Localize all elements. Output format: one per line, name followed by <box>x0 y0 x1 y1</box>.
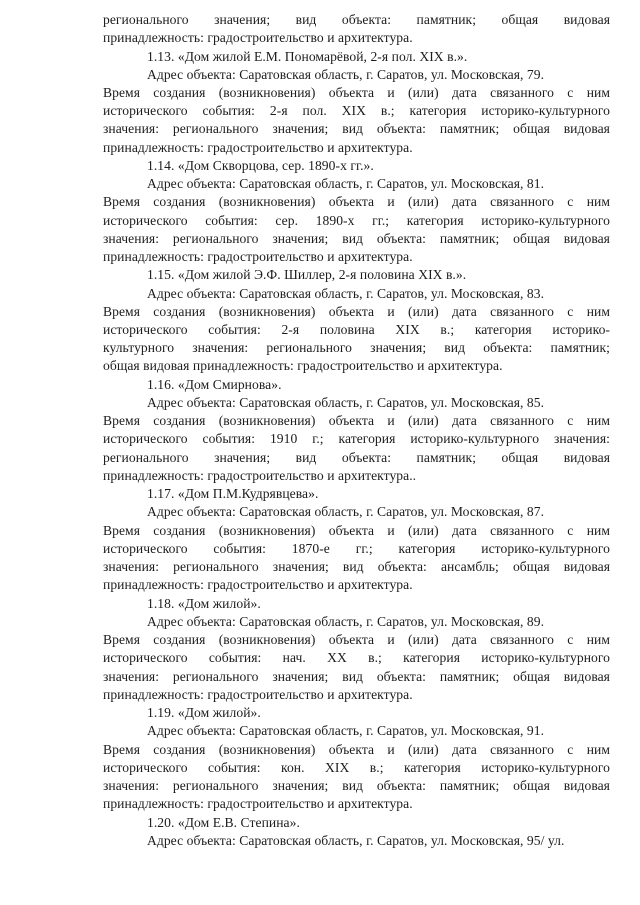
text-line: Время создания (возникновения) объекта и (или) дата связанного с ним <box>103 742 610 757</box>
text-line: регионального значения; вид объекта: памятник; общая видовая <box>103 12 610 27</box>
text-line: Адрес объекта: Саратовская область, г. Саратов, ул. Московская, 89. <box>147 614 545 629</box>
text-line: Адрес объекта: Саратовская область, г. Саратов, ул. Московская, 81. <box>147 176 545 191</box>
section-heading: 1.20. «Дом Е.В. Степина». <box>147 815 300 830</box>
text-line: принадлежность: градостроительство и архитектура. <box>103 30 413 45</box>
text-line: Время создания (возникновения) объекта и (или) дата связанного с ним <box>103 523 610 538</box>
text-line: Адрес объекта: Саратовская область, г. Саратов, ул. Московская, 85. <box>147 395 545 410</box>
text-line: Время создания (возникновения) объекта и (или) дата связанного с ним <box>103 413 610 428</box>
text-line: исторического события: 1870-е гг.; категория историко-культурного <box>103 541 610 556</box>
text-line: принадлежность: градостроительство и архитектура. <box>103 577 413 592</box>
text-line: принадлежность: градостроительство и архитектура.. <box>103 468 417 483</box>
text-line: значения: регионального значения; вид объекта: памятник; общая видовая <box>103 231 610 246</box>
text-line: исторического события: нач. XX в.; категория историко-культурного <box>103 650 610 665</box>
text-line: Адрес объекта: Саратовская область, г. Саратов, ул. Московская, 95/ ул. <box>147 833 565 848</box>
text-line: значения: регионального значения; вид объекта: памятник; общая видовая <box>103 121 610 136</box>
text-line: принадлежность: градостроительство и архитектура. <box>103 140 413 155</box>
text-line: исторического события: 2-я пол. XIX в.; категория историко-культурного <box>103 103 610 118</box>
section-heading: 1.13. «Дом жилой Е.М. Пономарёвой, 2-я пол. XIX в.». <box>147 49 468 64</box>
text-line: принадлежность: градостроительство и архитектура. <box>103 249 413 264</box>
text-line: Время создания (возникновения) объекта и (или) дата связанного с ним <box>103 194 610 209</box>
section-heading: 1.14. «Дом Скворцова, сер. 1890-х гг.». <box>147 158 374 173</box>
section-heading: 1.17. «Дом П.М.Кудрявцева». <box>147 486 319 501</box>
text-line: регионального значения; вид объекта: памятник; общая видовая <box>103 450 610 465</box>
text-line: значения: регионального значения; вид объекта: памятник; общая видовая <box>103 669 610 684</box>
text-line: общая видовая принадлежность: градостроительство и архитектура. <box>103 358 503 373</box>
text-line: Адрес объекта: Саратовская область, г. Саратов, ул. Московская, 79. <box>147 67 545 82</box>
text-line: Время создания (возникновения) объекта и (или) дата связанного с ним <box>103 632 610 647</box>
section-heading: 1.19. «Дом жилой». <box>147 705 261 720</box>
text-line: принадлежность: градостроительство и архитектура. <box>103 687 413 702</box>
section-heading: 1.18. «Дом жилой». <box>147 596 261 611</box>
text-line: исторического события: сер. 1890-х гг.; категория историко-культурного <box>103 213 610 228</box>
section-heading: 1.15. «Дом жилой Э.Ф. Шиллер, 2-я половина XIX в.». <box>147 267 467 282</box>
text-line: Время создания (возникновения) объекта и (или) дата связанного с ним <box>103 85 610 100</box>
text-line: исторического события: 1910 г.; категория историко-культурного значения: <box>103 431 610 446</box>
text-line: принадлежность: градостроительство и архитектура. <box>103 796 413 811</box>
text-line: исторического события: 2-я половина XIX в.; категория историко- <box>103 322 610 337</box>
text-line: Адрес объекта: Саратовская область, г. Саратов, ул. Московская, 87. <box>147 504 545 519</box>
section-heading: 1.16. «Дом Смирнова». <box>147 377 282 392</box>
text-line: значения: регионального значения; вид объекта: памятник; общая видовая <box>103 778 610 793</box>
text-line: исторического события: кон. XIX в.; категория историко-культурного <box>103 760 610 775</box>
text-line: Адрес объекта: Саратовская область, г. Саратов, ул. Московская, 83. <box>147 286 545 301</box>
text-line: Адрес объекта: Саратовская область, г. Саратов, ул. Московская, 91. <box>147 723 545 738</box>
text-line: культурного значения: регионального значения; вид объекта: памятник; <box>103 340 610 355</box>
text-line: Время создания (возникновения) объекта и (или) дата связанного с ним <box>103 304 610 319</box>
text-line: значения: регионального значения; вид объекта: ансамбль; общая видовая <box>103 559 610 574</box>
